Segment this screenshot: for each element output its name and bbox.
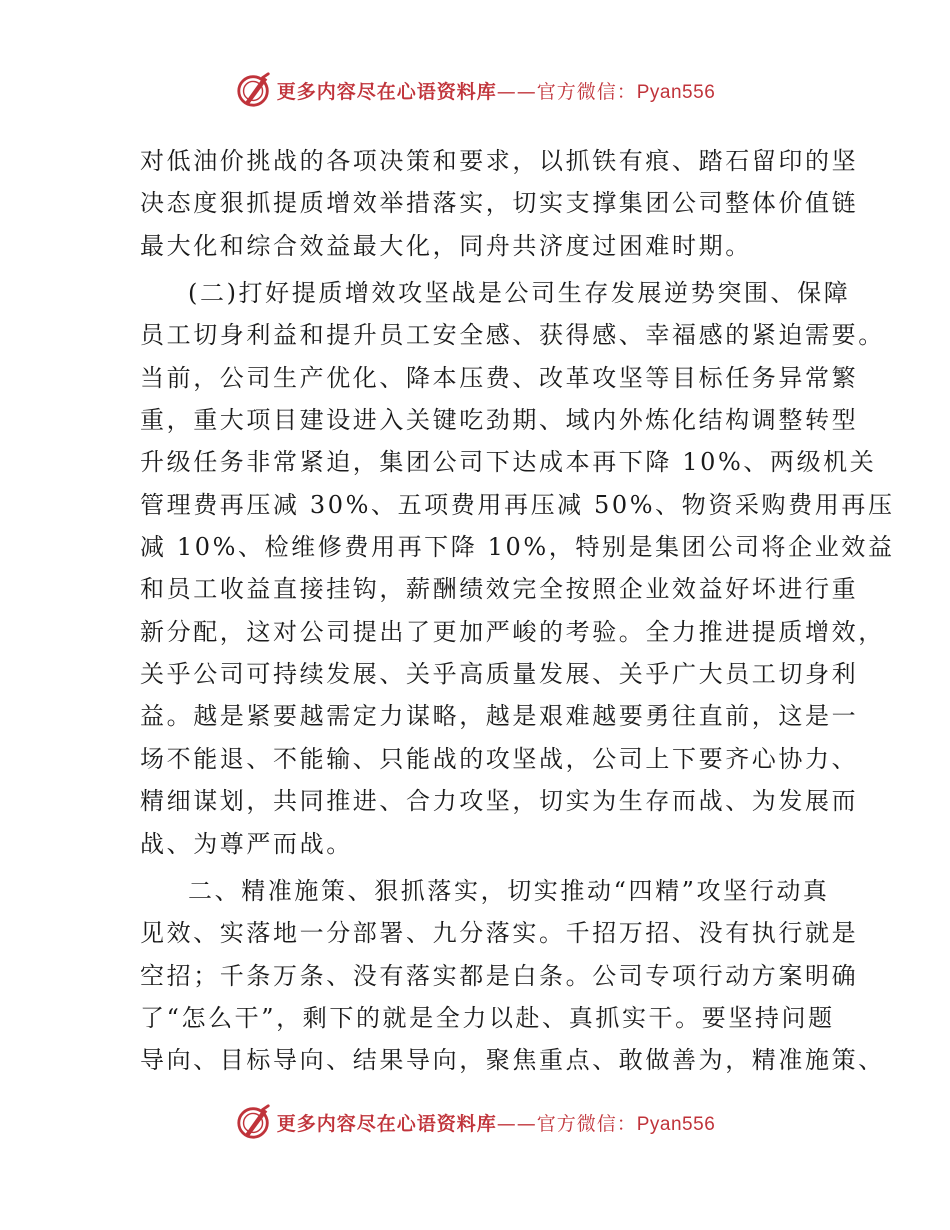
watermark-wechat-label: 官方微信： <box>536 80 637 103</box>
text-line: 了“怎么干”，剩下的就是全力以赴、真抓实干。要坚持问题 <box>140 1003 835 1032</box>
text-line: 员工切身利益和提升员工安全感、获得感、幸福感的紧迫需要。 <box>140 321 885 350</box>
document-body <box>140 140 895 1082</box>
text-line: 升级任务非常紧迫，集团公司下达成本再下降 10%、两级机关 <box>140 448 877 477</box>
watermark-brand: 更多内容尽在心语资料库 <box>276 1112 497 1135</box>
watermark-wechat-id: Pyan556 <box>636 1113 716 1135</box>
text-line: 最大化和综合效益最大化，同舟共济度过困难时期。 <box>140 231 752 260</box>
watermark-text <box>277 77 716 104</box>
text-line: 决态度狠抓提质增效举措落实，切实支撑集团公司整体价值链 <box>140 189 859 218</box>
text-line: 对低油价挑战的各项决策和要求，以抓铁有痕、踏石留印的坚 <box>140 147 859 175</box>
text-line: 战、为尊严而战。 <box>140 829 353 858</box>
text-line: 重，重大项目建设进入关键吃劲期、域内外炼化结构调整转型 <box>140 406 859 435</box>
watermark-wechat-label: 官方微信： <box>536 1112 637 1135</box>
text-line: 关乎公司可持续发展、关乎高质量发展、关乎广大员工切身利 <box>140 660 859 689</box>
text-line: 当前，公司生产优化、降本压费、改革攻坚等目标任务异常繁 <box>140 363 859 392</box>
paragraph-1 <box>140 140 859 267</box>
text-line: 精细谋划，共同推进、合力攻坚，切实为生存而战、为发展而 <box>140 787 859 816</box>
watermark-text <box>277 1109 716 1136</box>
watermark-separator: —— <box>496 1112 537 1135</box>
text-line: 和员工收益直接挂钩，薪酬绩效完全按照企业效益好坏进行重 <box>140 575 859 604</box>
text-line: 减 10%、检维修费用再下降 10%，特别是集团公司将企业效益 <box>140 533 895 562</box>
pen-logo-icon <box>235 71 273 109</box>
text-line: 益。越是紧要越需定力谋略，越是艰难越要勇往直前，这是一 <box>140 702 859 731</box>
text-line: (二)打好提质增效攻坚战是公司生存发展逆势突围、保障 <box>188 279 851 308</box>
paragraph-3 <box>140 870 885 1082</box>
header-watermark <box>0 70 950 110</box>
text-line: 导向、目标导向、结果导向，聚焦重点、敢做善为，精准施策、 <box>140 1046 885 1075</box>
text-line: 二、精准施策、狠抓落实，切实推动“四精”攻坚行动真 <box>188 876 830 905</box>
text-line: 新分配，这对公司提出了更加严峻的考验。全力推进提质增效， <box>140 617 885 646</box>
text-line: 空招；千条万条、没有落实都是白条。公司专项行动方案明确 <box>140 961 859 990</box>
text-line: 管理费再压减 30%、五项费用再压减 50%、物资采购费用再压 <box>140 490 895 519</box>
text-line: 见效、实落地一分部署、九分落实。千招万招、没有执行就是 <box>140 919 859 948</box>
watermark-wechat-id: Pyan556 <box>636 81 716 103</box>
pen-logo-icon <box>235 1103 273 1141</box>
watermark-separator: —— <box>496 80 537 103</box>
text-line: 场不能退、不能输、只能战的攻坚战，公司上下要齐心协力、 <box>140 744 859 773</box>
paragraph-2 <box>140 272 895 865</box>
watermark-brand: 更多内容尽在心语资料库 <box>276 80 497 103</box>
footer-watermark <box>0 1102 950 1142</box>
